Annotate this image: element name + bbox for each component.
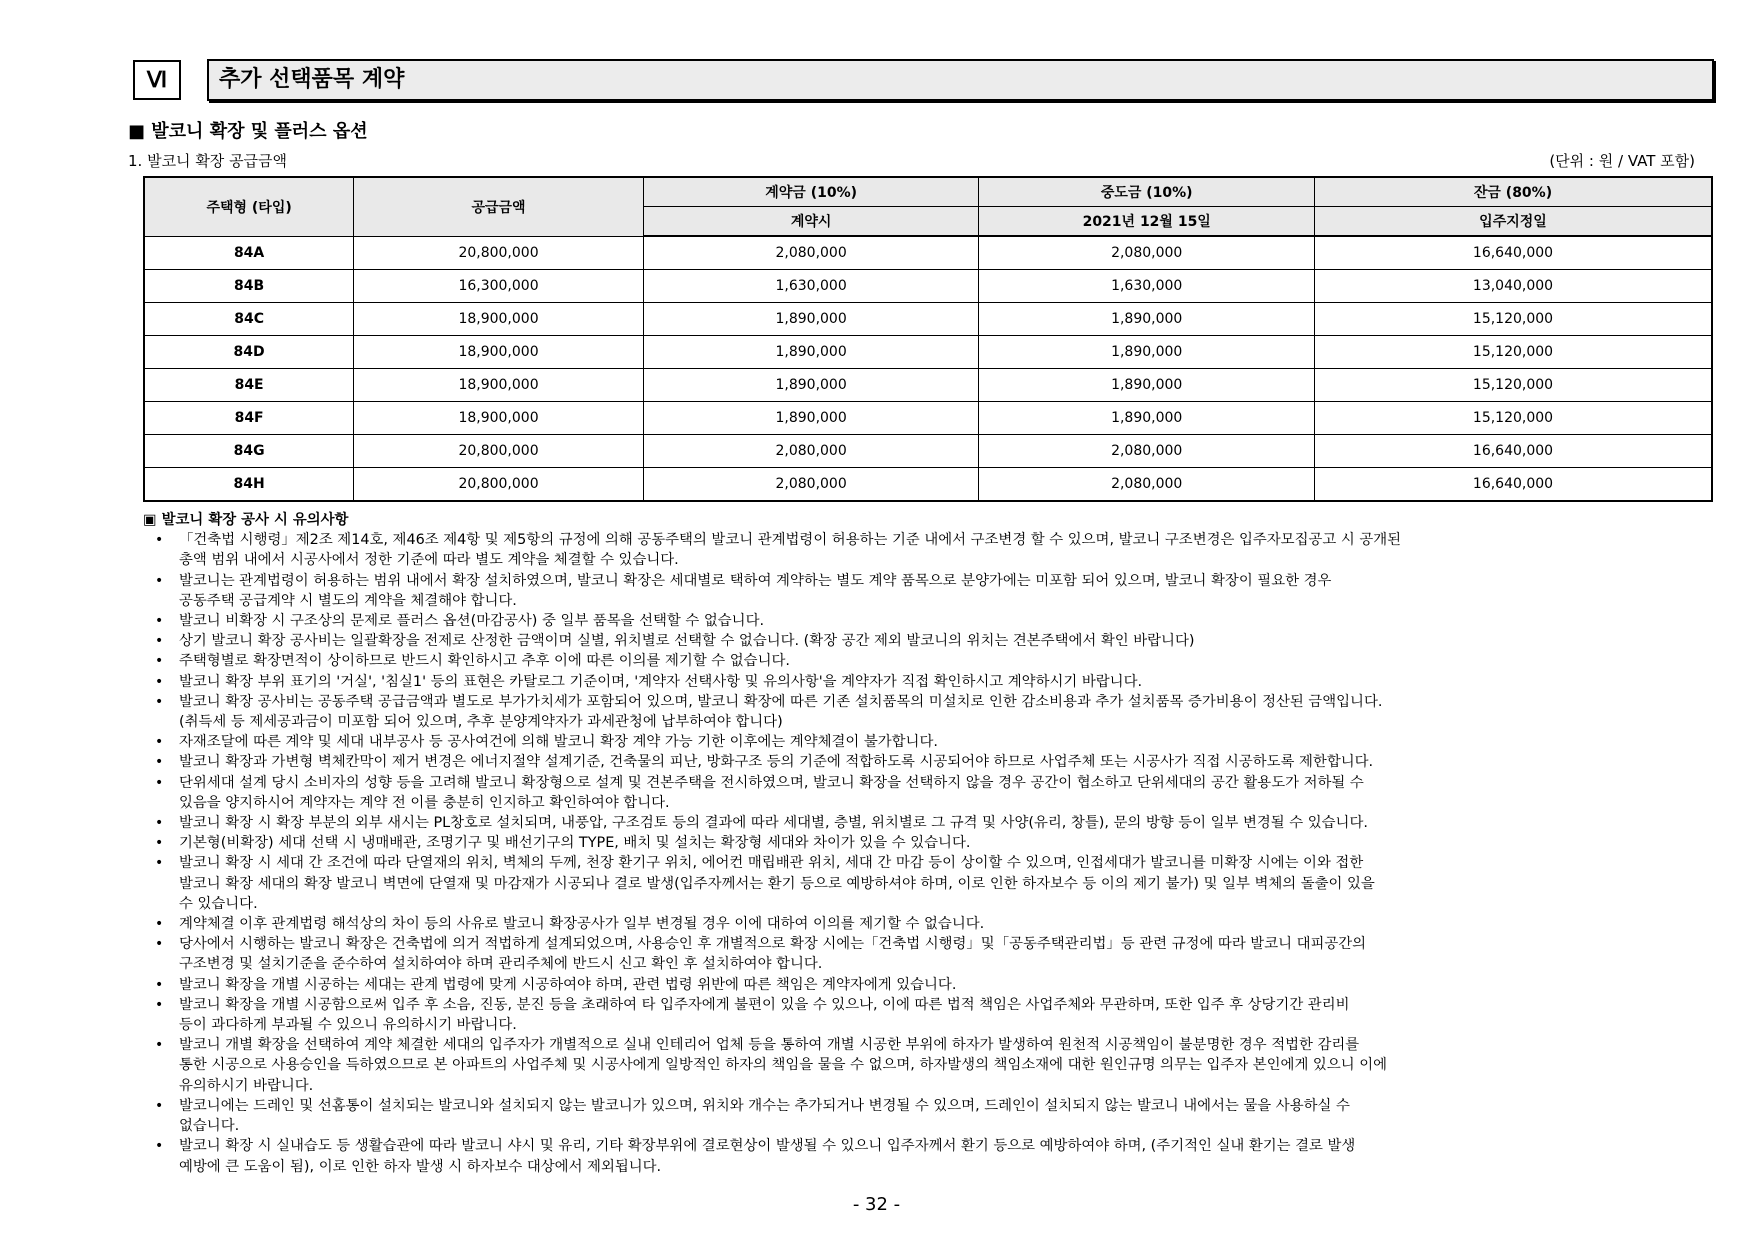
bullet-icon: •	[155, 653, 164, 670]
note-line: 기본형(비확장) 세대 선택 시 냉매배관, 조명기구 및 배선기구의 TYPE, 배치 및 설치는 확장형 세대와 차이가 있을 수 있습니다.	[179, 835, 971, 852]
cell-type: 84D	[144, 336, 354, 369]
cell-supply: 18,900,000	[354, 369, 644, 402]
col-header-supply: 공급금액	[354, 177, 644, 236]
table-row	[144, 236, 1712, 270]
cell-balance: 16,640,000	[1314, 435, 1712, 468]
cell-deposit: 2,080,000	[643, 236, 979, 270]
table-row	[144, 402, 1712, 435]
section-number: Ⅵ	[133, 60, 181, 100]
bullet-icon: •	[155, 613, 164, 630]
list-item	[143, 975, 1713, 995]
list-item	[143, 914, 1713, 934]
cell-deposit: 1,630,000	[643, 270, 979, 303]
bullet-icon: •	[155, 855, 164, 872]
cell-balance: 16,640,000	[1314, 468, 1712, 502]
supply-price-subheading: 1. 발코니 확장 공급금액	[128, 152, 288, 170]
cell-type: 84B	[144, 270, 354, 303]
table-row	[144, 369, 1712, 402]
note-line: 발코니 확장 시 실내습도 등 생활습관에 따라 발코니 샤시 및 유리, 기타 확장부위에 결로현상이 발생될 수 있으니 입주자께서 환기 등으로 예방하여야 하며, (주기적인 실내 환기는 결로 발생	[179, 1138, 1356, 1155]
cell-supply: 20,800,000	[354, 435, 644, 468]
cell-deposit: 1,890,000	[643, 402, 979, 435]
note-line: 공동주택 공급계약 시 별도의 계약을 체결해야 합니다.	[179, 592, 517, 609]
cell-middle: 1,890,000	[979, 402, 1315, 435]
bullet-icon: •	[155, 936, 164, 953]
bullet-icon: •	[155, 996, 164, 1013]
cell-supply: 18,900,000	[354, 303, 644, 336]
note-line: 주택형별로 확장면적이 상이하므로 반드시 확인하시고 추후 이에 따른 이의를 제기할 수 없습니다.	[179, 653, 790, 670]
cell-balance: 13,040,000	[1314, 270, 1712, 303]
note-line: 발코니는 관계법령이 허용하는 범위 내에서 확장 설치하였으며, 발코니 확장은 세대별로 택하여 계약하는 별도 계약 품목으로 분양가에는 미포함 되어 있으며, 발코니 확장이 필요한 경우	[179, 572, 1332, 589]
col-subheader-deposit: 계약시	[643, 207, 979, 237]
note-line: 있음을 양지하시어 계약자는 계약 전 이를 충분히 인지하고 확인하여야 합니다.	[179, 794, 670, 811]
col-header-type: 주택형 (타입)	[144, 177, 354, 236]
cell-deposit: 1,890,000	[643, 303, 979, 336]
bullet-icon: •	[155, 976, 164, 993]
list-item	[143, 752, 1713, 772]
list-item	[143, 571, 1713, 611]
note-line: 발코니 확장 부위 표기의 '거실', '침실1' 등의 표현은 카탈로그 기준이며, '계약자 선택사항 및 유의사항'을 계약자가 직접 확인하시고 계약하시기 바랍니다.	[179, 673, 1143, 690]
list-item	[143, 773, 1713, 813]
note-line: 계약체결 이후 관계법령 해석상의 차이 등의 사유로 발코니 확장공사가 일부 변경될 경우 이에 대하여 이의를 제기할 수 없습니다.	[179, 916, 985, 933]
bullet-icon: •	[155, 774, 164, 791]
bullet-icon: •	[155, 693, 164, 710]
bullet-icon: •	[155, 633, 164, 650]
list-item	[143, 672, 1713, 692]
note-line: 발코니 확장을 개별 시공함으로써 입주 후 소음, 진동, 분진 등을 초래하여 타 입주자에게 불편이 있을 수 있으나, 이에 따른 법적 책임은 사업주체와 무관하며, 또한 입주 후 상당기간 관리비	[179, 996, 1350, 1013]
note-line: 단위세대 설계 당시 소비자의 성향 등을 고려해 발코니 확장형으로 설계 및 견본주택을 전시하였으며, 발코니 확장을 선택하지 않을 경우 공간이 협소하고 단위세대의 공간 활용도가 저하될 수	[179, 774, 1364, 791]
list-item	[143, 611, 1713, 631]
page-number: - 32 -	[852, 1194, 901, 1215]
cell-middle: 1,890,000	[979, 369, 1315, 402]
cell-middle: 2,080,000	[979, 435, 1315, 468]
cell-balance: 15,120,000	[1314, 336, 1712, 369]
col-subheader-balance: 입주지정일	[1314, 207, 1712, 237]
cell-supply: 18,900,000	[354, 402, 644, 435]
list-item	[143, 934, 1713, 974]
notes-heading: ▣ 발코니 확장 공사 시 유의사항	[143, 512, 349, 528]
list-item	[143, 853, 1713, 914]
bullet-icon: •	[155, 532, 164, 549]
cell-type: 84C	[144, 303, 354, 336]
list-item	[143, 1035, 1713, 1096]
bullet-icon: •	[155, 1037, 164, 1054]
list-item	[143, 1096, 1713, 1136]
note-line: 발코니 확장 세대의 확장 발코니 벽면에 단열재 및 마감재가 시공되나 결로 발생(입주자께서는 환기 등으로 예방하셔야 하며, 이로 인한 하자보수 등 이의 제기 불가) 및 일부 벽체의 돌출이 있을	[179, 875, 1375, 892]
note-line: 발코니 비확장 시 구조상의 문제로 플러스 옵션(마감공사) 중 일부 품목을 선택할 수 없습니다.	[179, 613, 765, 630]
note-line: 발코니에는 드레인 및 선홈통이 설치되는 발코니와 설치되지 않는 발코니가 있으며, 위치와 개수는 추가되거나 변경될 수 있으며, 드레인이 설치되지 않는 발코니 내에서는 물을 사용하실 수	[179, 1097, 1350, 1114]
col-subheader-middle: 2021년 12월 15일	[979, 207, 1315, 237]
note-line: 발코니 확장 시 세대 간 조건에 따라 단열재의 위치, 벽체의 두께, 천장 환기구 위치, 에어컨 매립배관 위치, 세대 간 마감 등이 상이할 수 있으며, 인접세대가 발코니를 미확장 시에는 이와 접한	[179, 855, 1364, 872]
cell-type: 84E	[144, 369, 354, 402]
list-item	[143, 813, 1713, 833]
cell-supply: 16,300,000	[354, 270, 644, 303]
note-line: 발코니 확장 시 확장 부분의 외부 새시는 PL창호로 설치되며, 내풍압, 구조검토 등의 결과에 따라 세대별, 층별, 위치별로 그 규격 및 사양(유리, 창틀), 문의 방향 등이 일부 변경될 수 있습니다.	[179, 815, 1368, 832]
bullet-icon: •	[155, 1138, 164, 1155]
table-row	[144, 270, 1712, 303]
note-line: 구조변경 및 설치기준을 준수하여 설치하여야 하며 관리주체에 반드시 신고 확인 후 설치하여야 합니다.	[179, 956, 823, 973]
list-item	[143, 631, 1713, 651]
cell-supply: 18,900,000	[354, 336, 644, 369]
bullet-icon: •	[155, 815, 164, 832]
bullet-icon: •	[155, 673, 164, 690]
note-line: (취득세 등 제세공과금이 미포함 되어 있으며, 추후 분양계약자가 과세관청에 납부하여야 합니다)	[179, 714, 783, 731]
cell-type: 84H	[144, 468, 354, 502]
note-line: 당사에서 시행하는 발코니 확장은 건축법에 의거 적법하게 설계되었으며, 사용승인 후 개별적으로 확장 시에는「건축법 시행령」및「공동주택관리법」등 관련 규정에 따라 발코니 대피공간의	[179, 936, 1367, 953]
list-item	[143, 995, 1713, 1035]
list-item	[143, 732, 1713, 752]
cell-balance: 15,120,000	[1314, 369, 1712, 402]
bullet-icon: •	[155, 734, 164, 751]
unit-note: (단위 : 원 / VAT 포함)	[1549, 152, 1695, 170]
note-line: 유의하시기 바랍니다.	[179, 1077, 314, 1094]
table-row	[144, 435, 1712, 468]
balcony-heading: ■ 발코니 확장 및 플러스 옵션	[128, 121, 368, 142]
list-item	[143, 833, 1713, 853]
note-line: 통한 시공으로 사용승인을 득하였으므로 본 아파트의 사업주체 및 시공사에게 일방적인 하자의 책임을 물을 수 없으며, 하자발생의 책임소재에 대한 원인규명 의무는 입주자 본인에게 있으니 이에	[179, 1057, 1387, 1074]
note-line: 없습니다.	[179, 1118, 240, 1135]
list-item	[143, 692, 1713, 732]
cell-middle: 1,890,000	[979, 303, 1315, 336]
note-line: 등이 과다하게 부과될 수 있으니 유의하시기 바랍니다.	[179, 1017, 517, 1034]
note-line: 발코니 확장을 개별 시공하는 세대는 관계 법령에 맞게 시공하여야 하며, 관련 법령 위반에 따른 책임은 계약자에게 있습니다.	[179, 976, 957, 993]
table-row	[144, 303, 1712, 336]
table-row	[144, 468, 1712, 502]
cell-type: 84A	[144, 236, 354, 270]
note-line: 자재조달에 따른 계약 및 세대 내부공사 등 공사여건에 의해 발코니 확장 계약 가능 기한 이후에는 계약체결이 불가합니다.	[179, 734, 938, 751]
cell-middle: 2,080,000	[979, 468, 1315, 502]
list-item	[143, 530, 1713, 570]
balcony-notes	[143, 510, 1713, 1177]
bullet-icon: •	[155, 1097, 164, 1114]
bullet-icon: •	[155, 572, 164, 589]
note-line: 발코니 확장 공사비는 공동주택 공급금액과 별도로 부가가치세가 포함되어 있으며, 발코니 확장에 따른 기존 설치품목의 미설치로 인한 감소비용과 추가 설치품목 증가비용이 정산된 금액입니다.	[179, 693, 1383, 710]
cell-balance: 15,120,000	[1314, 303, 1712, 336]
list-item	[143, 651, 1713, 671]
cell-middle: 1,890,000	[979, 336, 1315, 369]
note-line: 상기 발코니 확장 공사비는 일괄확장을 전제로 산정한 금액이며 실별, 위치별로 선택할 수 없습니다. (확장 공간 제외 발코니의 위치는 견본주택에서 확인 바랍니다)	[179, 633, 1195, 650]
cell-middle: 1,630,000	[979, 270, 1315, 303]
note-line: 예방에 큰 도움이 됨), 이로 인한 하자 발생 시 하자보수 대상에서 제외됩니다.	[179, 1158, 662, 1175]
col-header-balance: 잔금 (80%)	[1314, 177, 1712, 207]
col-header-middle: 중도금 (10%)	[979, 177, 1315, 207]
note-line: 발코니 개별 확장을 선택하여 계약 체결한 세대의 입주자가 개별적으로 실내 인테리어 업체 등을 통하여 개별 시공한 부위에 하자가 발생하여 원천적 시공책임이 불분명한 경우 적법한 감리를	[179, 1037, 1360, 1054]
cell-middle: 2,080,000	[979, 236, 1315, 270]
list-item	[143, 1136, 1713, 1176]
table-row	[144, 336, 1712, 369]
note-line: 발코니 확장과 가변형 벽체칸막이 제거 변경은 에너지절약 설계기준, 건축물의 피난, 방화구조 등의 기준에 적합하도록 시공되어야 하므로 사업주체 또는 시공사가 직접 시공하도록 제한합니다.	[179, 754, 1374, 771]
bullet-icon: •	[155, 754, 164, 771]
section-title: 추가 선택품목 계약	[207, 59, 1714, 101]
cell-deposit: 1,890,000	[643, 369, 979, 402]
cell-type: 84G	[144, 435, 354, 468]
cell-supply: 20,800,000	[354, 236, 644, 270]
cell-deposit: 2,080,000	[643, 435, 979, 468]
bullet-icon: •	[155, 916, 164, 933]
bullet-icon: •	[155, 835, 164, 852]
cell-deposit: 2,080,000	[643, 468, 979, 502]
cell-balance: 16,640,000	[1314, 236, 1712, 270]
notes-list	[143, 530, 1713, 1177]
cell-deposit: 1,890,000	[643, 336, 979, 369]
balcony-price-table	[143, 176, 1713, 502]
note-line: 총액 범위 내에서 시공사에서 정한 기준에 따라 별도 계약을 체결할 수 있습니다.	[179, 552, 679, 569]
cell-supply: 20,800,000	[354, 468, 644, 502]
note-line: 「건축법 시행령」제2조 제14호, 제46조 제4항 및 제5항의 규정에 의해 공동주택의 발코니 관계법령이 허용하는 기준 내에서 구조변경 할 수 있으며, 발코니 구조변경은 입주자모집공고 시 공개된	[179, 532, 1402, 549]
note-line: 수 있습니다.	[179, 895, 258, 912]
cell-balance: 15,120,000	[1314, 402, 1712, 435]
col-header-deposit: 계약금 (10%)	[643, 177, 979, 207]
cell-type: 84F	[144, 402, 354, 435]
